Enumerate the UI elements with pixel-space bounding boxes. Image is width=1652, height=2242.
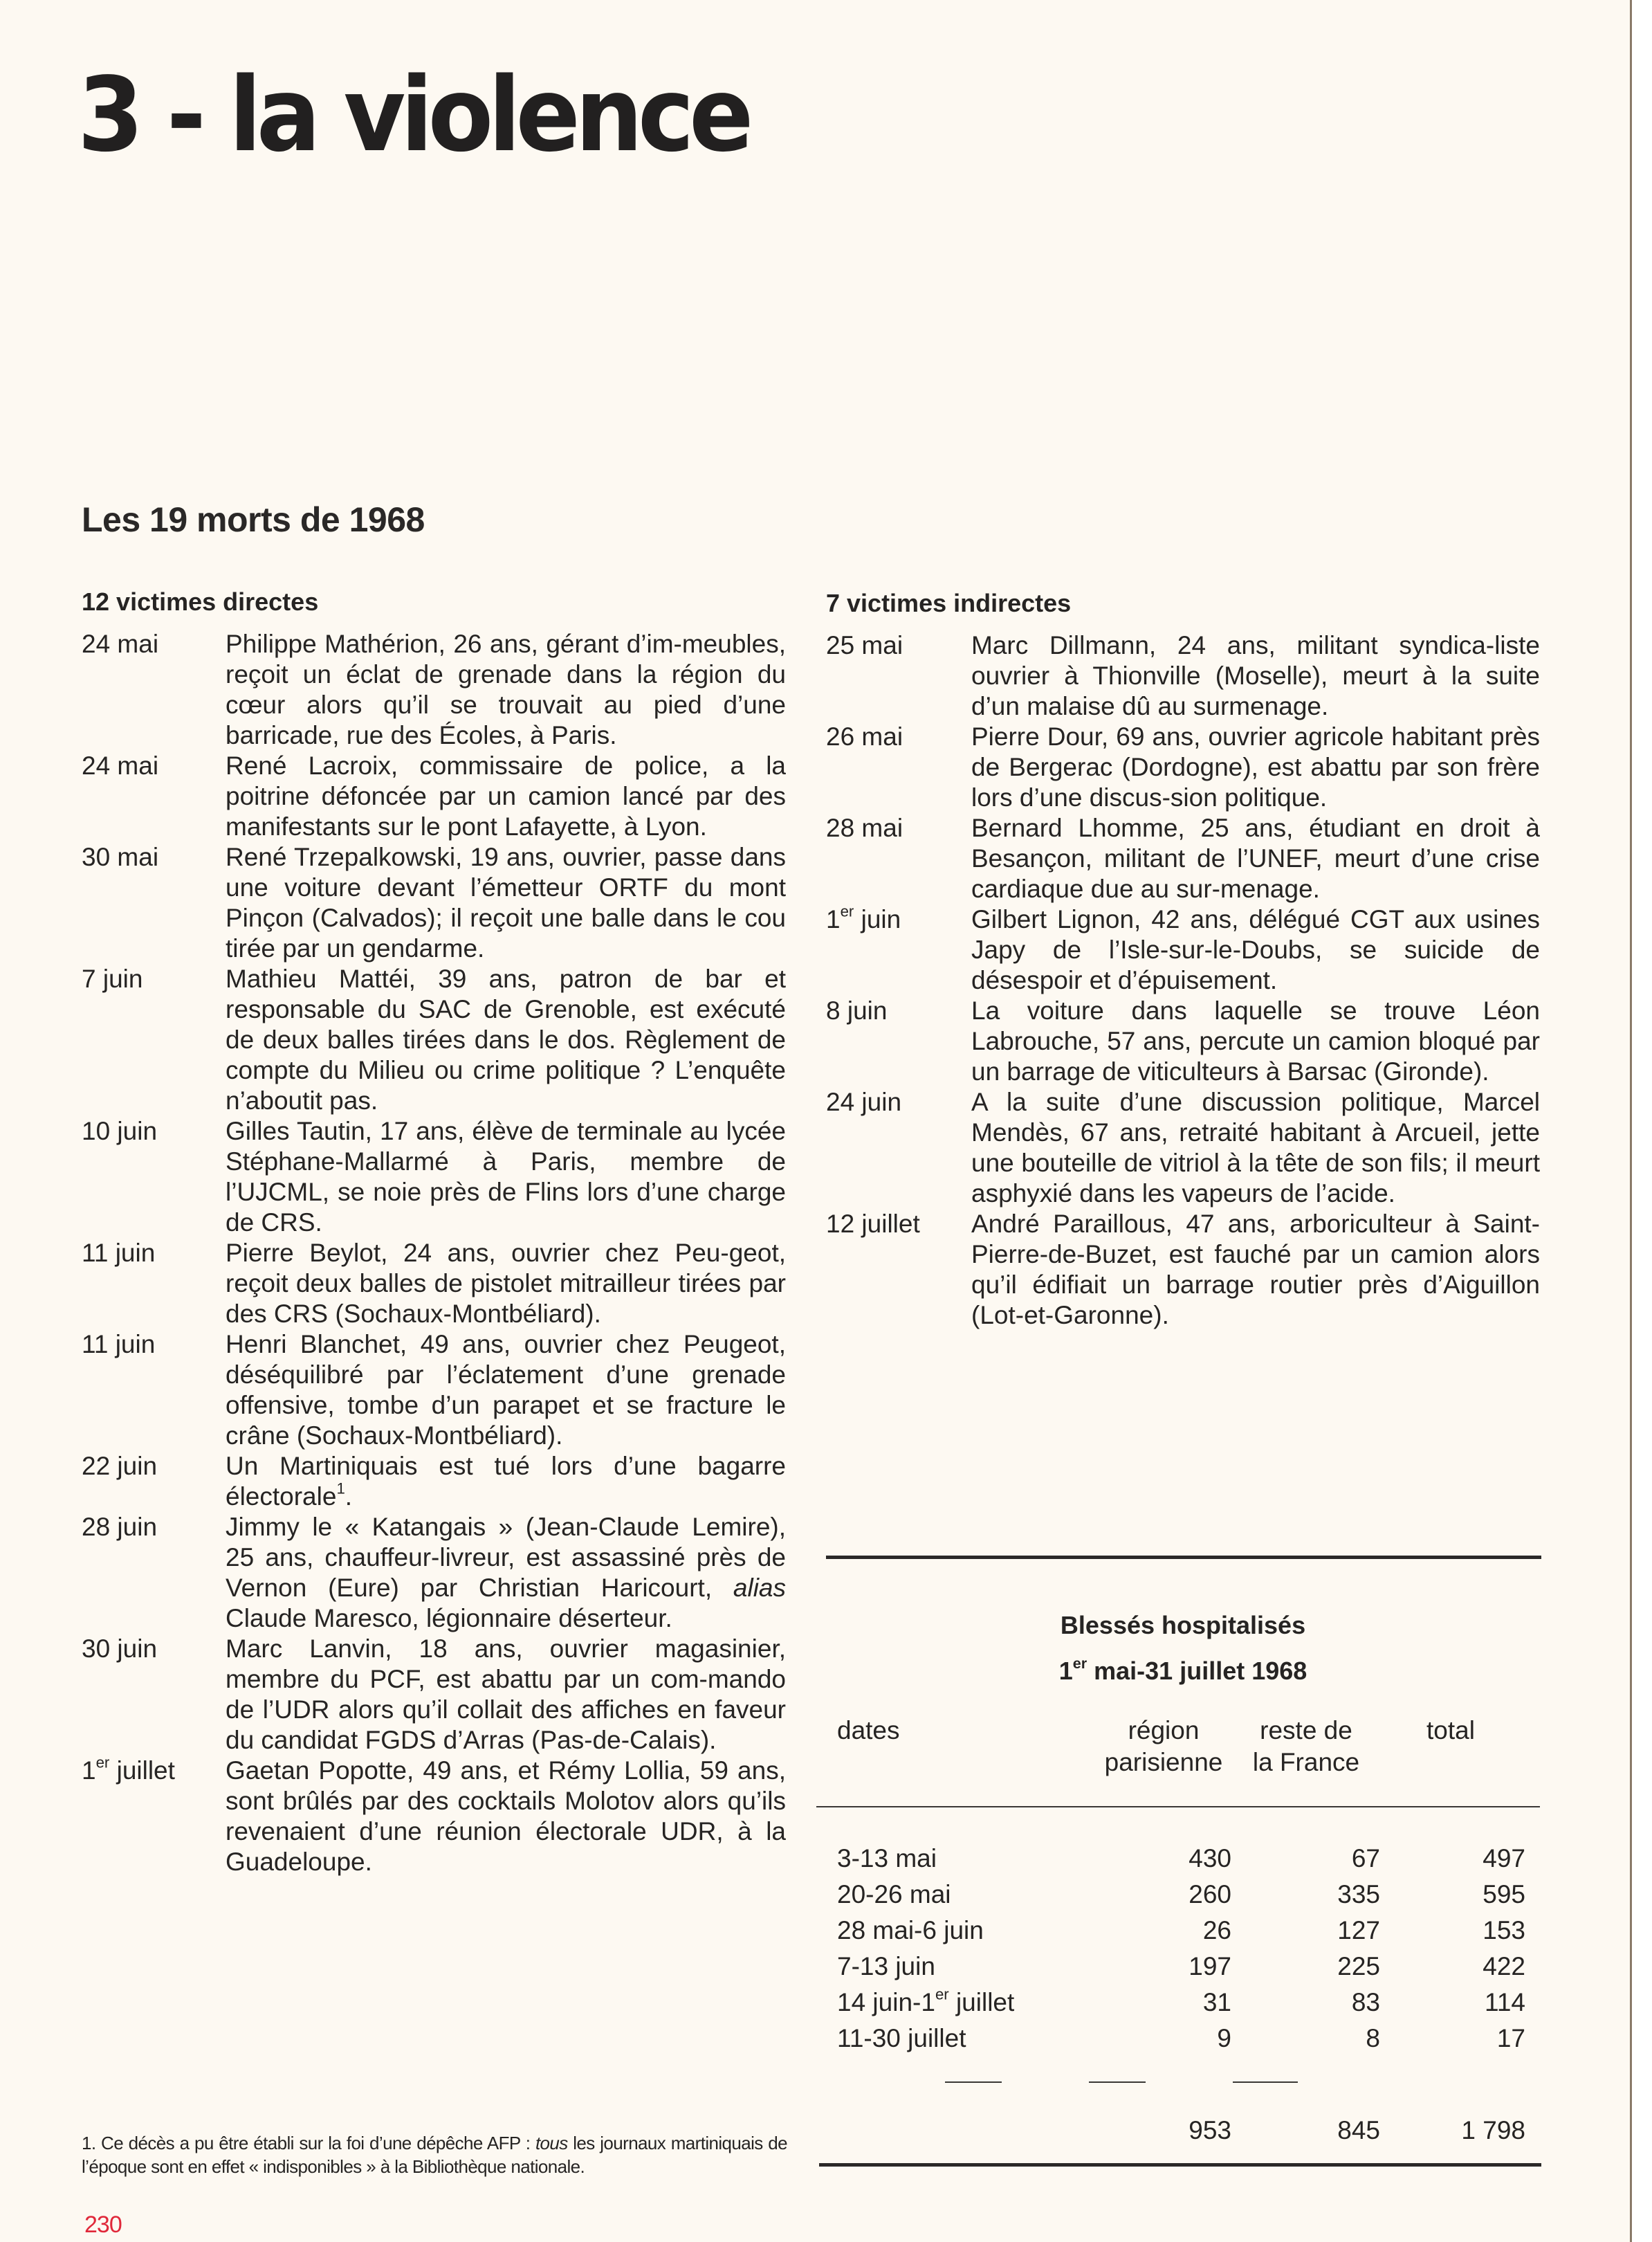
entry-date: 11 juin bbox=[82, 1330, 156, 1359]
entry-text-body: Un Martiniquais est tué lors d’une bagarre électorale bbox=[226, 1452, 786, 1511]
entry-text: Jimmy le « Katangais » (Jean-Claude Lemire), 25 ans, chauffeur-livreur, est assassiné près de Vernon (Eure) par Christian Haricourt, alias Claude Maresco, légionnaire déserteur. bbox=[226, 1513, 786, 1633]
footnote-ref[interactable]: 1 bbox=[336, 1479, 345, 1497]
cell-dates: 28 mai-6 juin bbox=[837, 1916, 984, 1944]
totals-spacer bbox=[837, 2116, 1065, 2145]
victim-entry bbox=[826, 630, 1540, 722]
chapter-title: 3 - la violence bbox=[77, 55, 749, 174]
entry-text: A la suite d’une discussion politique, Marcel Mendès, 67 ans, retraité habitant à Arcueil, jette une bouteille de vitriol à la tête de son fils; il meurt asphyxié dans les vapeurs de l’acide. bbox=[971, 1088, 1540, 1208]
date-month: juin bbox=[854, 905, 901, 934]
table-bottom-rule bbox=[819, 2163, 1541, 2167]
header-paris-line2: parisienne bbox=[1104, 1748, 1223, 1776]
cell-total: 595 bbox=[1483, 1880, 1525, 1908]
header-paris-line1: région bbox=[1128, 1716, 1200, 1744]
cell-paris: 31 bbox=[1202, 1988, 1231, 2016]
section-title: Les 19 morts de 1968 bbox=[82, 500, 425, 539]
entry-date: 28 mai bbox=[826, 814, 903, 843]
entry-date: 8 juin bbox=[826, 996, 888, 1026]
table-title: Blessés hospitalisés bbox=[1060, 1611, 1306, 1639]
entry-date: 11 juin bbox=[82, 1239, 156, 1268]
total-all: 1 798 bbox=[1461, 2116, 1525, 2144]
entry-text-end: . bbox=[345, 1482, 353, 1511]
cell-total: 114 bbox=[1485, 1988, 1525, 2016]
cell-dates: 11-30 juillet bbox=[837, 2024, 966, 2052]
cell-paris: 26 bbox=[1202, 1916, 1231, 1944]
cell-total: 153 bbox=[1483, 1916, 1525, 1944]
victim-entry bbox=[82, 1512, 786, 1634]
table-body bbox=[837, 1841, 1540, 2057]
date-day: 1 bbox=[82, 1756, 96, 1785]
entry-date bbox=[82, 1753, 226, 1877]
entry-date: 26 mai bbox=[826, 722, 903, 751]
entry-date: 10 juin bbox=[82, 1117, 158, 1146]
victim-entry bbox=[82, 1238, 786, 1329]
cell-rest: 67 bbox=[1351, 1844, 1380, 1872]
cell-dates-end: juillet bbox=[948, 1988, 1015, 2016]
entry-date: 24 mai bbox=[82, 751, 159, 781]
date-month: juillet bbox=[109, 1756, 175, 1785]
header-rest-line1: reste de bbox=[1260, 1716, 1352, 1744]
entry-date: 12 juillet bbox=[826, 1210, 920, 1239]
cell-rest: 335 bbox=[1337, 1880, 1380, 1908]
entry-date: 22 juin bbox=[82, 1452, 158, 1481]
entry-date: 30 juin bbox=[82, 1634, 158, 1664]
entry-text: Bernard Lhomme, 25 ans, étudiant en droit à Besançon, militant de l’UNEF, meurt d’une crise cardiaque due au sur-menage. bbox=[971, 814, 1540, 904]
page-number: 230 bbox=[84, 2212, 122, 2238]
total-paris: 953 bbox=[1188, 2116, 1231, 2144]
victim-entry bbox=[826, 996, 1540, 1087]
indirect-victims-column bbox=[826, 588, 1540, 1331]
victim-entry bbox=[826, 1209, 1540, 1331]
table-subtitle bbox=[826, 1654, 1540, 1686]
victim-entry bbox=[82, 1329, 786, 1451]
victim-entry bbox=[82, 1116, 786, 1238]
entry-text: Marc Dillmann, 24 ans, militant syndica-liste ouvrier à Thionville (Moselle), meurt à la suite d’un malaise dû au surmenage. bbox=[971, 631, 1540, 721]
victim-entry bbox=[826, 904, 1540, 996]
cell-paris: 430 bbox=[1188, 1844, 1231, 1872]
table-row bbox=[837, 1913, 1540, 1949]
entry-text: Pierre Beylot, 24 ans, ouvrier chez Peu-geot, reçoit deux balles de pistolet mitrailleur tirées par des CRS (Sochaux-Montbéliard). bbox=[226, 1239, 786, 1329]
table-header-rule bbox=[816, 1806, 1540, 1807]
alias-emphasis: alias bbox=[733, 1574, 786, 1603]
entry-text: André Paraillous, 47 ans, arboriculteur à Saint-Pierre-de-Buzet, est fauché par un camion alors qu’il édifiait un barrage routier près d’Aiguillon (Lot-et-Garonne). bbox=[971, 1210, 1540, 1330]
sum-rule-total bbox=[1233, 2081, 1298, 2083]
entry-text: Gaetan Popotte, 49 ans, et Rémy Lollia, 59 ans, sont brûlés par des cocktails Molotov alors qu’ils revenaient d’une réunion électorale UDR, à la Guadeloupe. bbox=[226, 1756, 786, 1877]
entry-text bbox=[226, 1451, 786, 1512]
victim-entry bbox=[82, 964, 786, 1116]
entry-text: Pierre Dour, 69 ans, ouvrier agricole habitant près de Bergerac (Dordogne), est abattu par son frère lors d’une discus-sion politique. bbox=[971, 722, 1540, 812]
footnote-emphasis: tous bbox=[535, 2133, 568, 2153]
victim-entry bbox=[82, 1451, 786, 1512]
entry-text: La voiture dans laquelle se trouve Léon Labrouche, 57 ans, percute un camion bloqué par un barrage de viticulteurs à Barsac (Gironde). bbox=[971, 996, 1540, 1086]
indirect-victims-heading: 7 victimes indirectes bbox=[826, 589, 1072, 617]
table-top-rule bbox=[826, 1556, 1541, 1559]
cell-rest: 127 bbox=[1337, 1916, 1380, 1944]
sum-rule-rest bbox=[1089, 2081, 1146, 2083]
date-ordinal: er bbox=[95, 1753, 110, 1771]
cell-paris: 260 bbox=[1188, 1880, 1231, 1908]
footnote-text-end: les journaux martiniquais de l’époque sont en effet « indisponibles » à la Bibliothèque nationale. bbox=[82, 2133, 787, 2177]
victim-entry bbox=[82, 1634, 786, 1756]
entry-text: René Trzepalkowski, 19 ans, ouvrier, passe dans une voiture devant l’émetteur ORTF du mont Pinçon (Calvados); il reçoit une balle dans le cou tirée par un gendarme. bbox=[226, 843, 786, 963]
cell-rest: 8 bbox=[1366, 2024, 1380, 2052]
header-total: total bbox=[1426, 1716, 1475, 1744]
cell-rest: 225 bbox=[1337, 1952, 1380, 1980]
cell-rest: 83 bbox=[1351, 1988, 1380, 2016]
sum-rule-paris bbox=[945, 2081, 1002, 2083]
entry-text: Marc Lanvin, 18 ans, ouvrier magasinier, membre du PCF, est abattu par un com-mando de l’UDR alors qu’il collait des affiches en faveur du candidat FGDS d’Arras (Pas-de-Calais). bbox=[226, 1634, 786, 1755]
victim-entry bbox=[82, 751, 786, 842]
footnote-text-start: Ce décès a pu être établi sur la foi d’une dépêche AFP : bbox=[101, 2133, 535, 2153]
cell-total: 497 bbox=[1483, 1844, 1525, 1872]
entry-date: 24 juin bbox=[826, 1088, 902, 1117]
entry-date: 7 juin bbox=[82, 965, 143, 994]
cell-dates: 7-13 juin bbox=[837, 1952, 935, 1980]
date-ordinal: er bbox=[840, 902, 854, 920]
cell-dates: 3-13 mai bbox=[837, 1844, 937, 1872]
entry-date: 25 mai bbox=[826, 631, 903, 660]
date-day: 1 bbox=[826, 905, 841, 934]
table-totals-row bbox=[837, 2116, 1540, 2145]
victim-entry bbox=[826, 813, 1540, 904]
entry-text: Gilles Tautin, 17 ans, élève de terminale au lycée Stéphane-Mallarmé à Paris, membre de l’UJCML, se noie près de Flins lors d’une charge de CRS. bbox=[226, 1117, 786, 1237]
entry-date bbox=[826, 904, 971, 996]
victim-entry bbox=[82, 629, 786, 751]
entry-text: Philippe Mathérion, 26 ans, gérant d’im-meubles, reçoit un éclat de grenade dans la région du cœur alors qu’il se trouvait au pied d’une barricade, rue des Écoles, à Paris. bbox=[226, 630, 786, 750]
cell-paris: 197 bbox=[1188, 1952, 1231, 1980]
subtitle-range: mai-31 juillet 1968 bbox=[1087, 1657, 1307, 1685]
table-row bbox=[837, 2021, 1540, 2057]
cell-dates: 20-26 mai bbox=[837, 1880, 951, 1908]
subtitle-day: 1 bbox=[1058, 1657, 1073, 1685]
footnote bbox=[82, 2131, 787, 2178]
entry-text: Henri Blanchet, 49 ans, ouvrier chez Peugeot, déséquilibré par l’éclatement d’une grenade offensive, tombe d’un parapet et se fracture le crâne (Sochaux-Montbéliard). bbox=[226, 1330, 786, 1450]
cell-paris: 9 bbox=[1217, 2024, 1231, 2052]
direct-victims-column bbox=[82, 587, 786, 1877]
cell-dates-ordinal: er bbox=[935, 1985, 949, 2003]
victim-entry bbox=[82, 842, 786, 964]
victim-entry bbox=[826, 1087, 1540, 1209]
victim-entry bbox=[826, 722, 1540, 813]
total-rest: 845 bbox=[1337, 2116, 1380, 2144]
header-rest bbox=[1244, 1715, 1368, 1778]
table-row bbox=[837, 1841, 1540, 1877]
entry-text: Gilbert Lignon, 42 ans, délégué CGT aux usines Japy de l’Isle-sur-le-Doubs, se suicide de désespoir et d’épuisement. bbox=[971, 905, 1540, 995]
table-row bbox=[837, 1877, 1540, 1913]
footnote-number: 1. bbox=[82, 2133, 96, 2153]
cell-total: 17 bbox=[1496, 2024, 1525, 2052]
header-dates: dates bbox=[837, 1716, 900, 1744]
entry-date: 24 mai bbox=[82, 630, 159, 659]
entry-text: René Lacroix, commissaire de police, a la poitrine défoncée par un camion lancé par des manifestants sur le pont Lafayette, à Lyon. bbox=[226, 751, 786, 841]
entry-date: 28 juin bbox=[82, 1513, 158, 1542]
subtitle-ordinal: er bbox=[1072, 1654, 1087, 1672]
table-row bbox=[837, 1949, 1540, 1985]
direct-victims-heading: 12 victimes directes bbox=[82, 587, 319, 616]
cell-dates bbox=[837, 1985, 1065, 2017]
entry-text: Mathieu Mattéi, 39 ans, patron de bar et responsable du SAC de Grenoble, est exécuté de deux balles tirées dans le dos. Règlement de compte du Milieu ou crime politique ? L’enquête n’aboutit pas. bbox=[226, 965, 786, 1115]
cell-total: 422 bbox=[1483, 1952, 1525, 1980]
header-rest-line2: la France bbox=[1252, 1748, 1360, 1776]
cell-dates-start: 14 juin-1 bbox=[837, 1988, 935, 2016]
header-paris bbox=[1094, 1715, 1233, 1778]
victim-entry bbox=[82, 1753, 786, 1877]
entry-date: 30 mai bbox=[82, 843, 159, 872]
table-row bbox=[837, 1985, 1540, 2021]
